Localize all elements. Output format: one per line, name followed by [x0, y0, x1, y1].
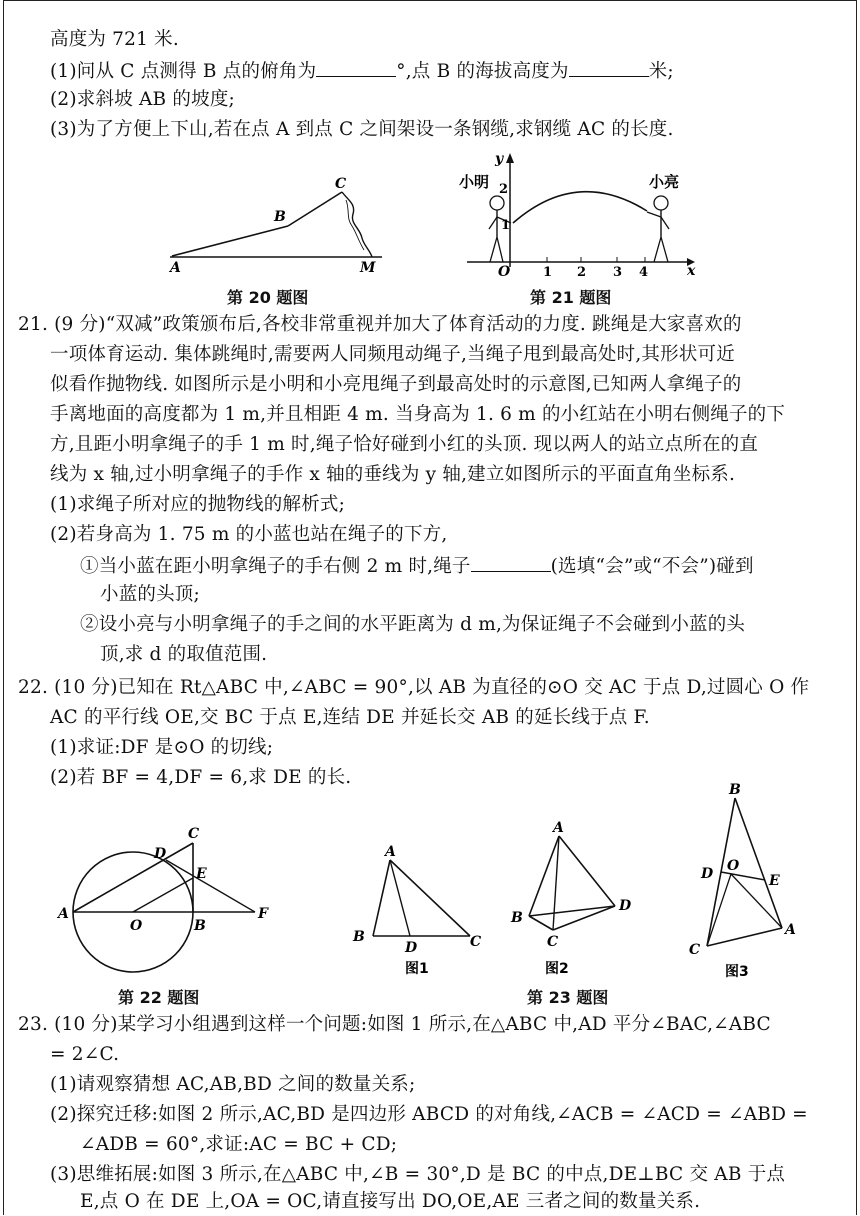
fig23-3-label-D: D	[701, 866, 714, 882]
q21-part2b: ②设小亮与小明拿绳子的手之间的水平距离为 d m,为保证绳子不会碰到小蓝的头	[80, 614, 746, 635]
page-border-right	[856, 0, 857, 1215]
fig23-2-label-D: D	[619, 898, 632, 914]
q21-answer-blank[interactable]	[471, 551, 551, 572]
page-border-left	[3, 0, 4, 1215]
fig21-xtick-3: 3	[613, 265, 623, 280]
q20-line0: 高度为 721 米.	[50, 29, 179, 50]
fig23-1-name: 图1	[405, 961, 429, 977]
fig23-2-name: 图2	[545, 961, 569, 977]
q20-part1-c: 米;	[648, 61, 674, 82]
fig21-axis-y: y	[495, 151, 504, 167]
q23-part2-cont: ∠ADB = 60°,求证:AC = BC + CD;	[80, 1134, 398, 1155]
figure-23-1	[345, 840, 495, 980]
fig21-origin: O	[498, 264, 511, 280]
fig20-label-A: A	[170, 260, 181, 276]
fig21-ytick-2: 2	[499, 182, 509, 197]
q20-part1	[50, 56, 674, 86]
fig23-1-label-A: A	[385, 844, 396, 860]
fig22-label-C: C	[188, 826, 200, 842]
fig20-caption: 第 20 题图	[227, 288, 309, 307]
q21-line1: 21. (9 分)“双减”政策颁布后,各校非常重视并加大了体育活动的力度. 跳绳是大家喜欢的	[18, 314, 742, 335]
fig22-label-F: F	[258, 906, 268, 922]
q23-part2: (2)探究迁移:如图 2 所示,AC,BD 是四边形 ABCD 的对角线,∠ACB = ∠ACD = ∠ABD =	[50, 1104, 808, 1125]
figure-21	[455, 145, 705, 280]
fig20-label-M: M	[360, 260, 376, 276]
fig21-axis-x: x	[687, 263, 696, 279]
fig23-2-label-C: C	[547, 934, 559, 950]
q21-part2b-cont: 顶,求 d 的取值范围.	[100, 644, 268, 665]
fig21-xtick-4: 4	[639, 265, 649, 280]
fig23-2-label-B: B	[511, 910, 523, 926]
figure-22	[50, 818, 290, 988]
q23-part3-cont: E,点 O 在 DE 上,OA = OC,请直接写出 DO,OE,AE 三者之间的数量关系.	[80, 1191, 701, 1212]
figure-20	[160, 170, 390, 280]
fig20-label-B: B	[274, 209, 286, 225]
q23-line1: 23. (10 分)某学习小组遇到这样一个问题:如图 1 所示,在△ABC 中,AD 平分∠BAC,∠ABC	[18, 1014, 771, 1035]
q23-part3: (3)思维拓展:如图 3 所示,在△ABC 中,∠B = 30°,D 是 BC 的中点,DE⊥BC 交 AB 于点	[50, 1164, 786, 1185]
q21-part2: (2)若身高为 1. 75 m 的小蓝也站在绳子的下方,	[50, 524, 448, 545]
q20-answer-blank-angle[interactable]	[316, 56, 396, 77]
fig21-ytick-1: 1	[501, 218, 511, 233]
q20-part1-b: °,点 B 的海拔高度为	[396, 61, 569, 82]
fig22-label-O: O	[130, 918, 143, 934]
q21-line2: 一项体育运动. 集体跳绳时,需要两人同频甩动绳子,当绳子甩到最高处时,其形状可近	[50, 344, 735, 365]
q22-part1: (1)求证:DF 是⊙O 的切线;	[50, 737, 274, 758]
q21-part1: (1)求绳子所对应的抛物线的解析式;	[50, 494, 346, 515]
q20-part2: (2)求斜坡 AB 的坡度;	[50, 89, 235, 110]
fig23-2-label-A: A	[553, 820, 564, 836]
q22-part2: (2)若 BF = 4,DF = 6,求 DE 的长.	[50, 767, 352, 788]
fig21-label-xiaoliang: 小亮	[649, 173, 680, 191]
figure-23-2	[505, 818, 655, 983]
q21-part2a	[80, 551, 754, 581]
q21-line4: 手离地面的高度都为 1 m,并且相距 4 m. 当身高为 1. 6 m 的小红站在小明右侧绳子的下	[50, 404, 786, 425]
fig21-caption: 第 21 题图	[530, 288, 612, 307]
q22-line1: 22. (10 分)已知在 Rt△ABC 中,∠ABC = 90°,以 AB 为直径的⊙O 交 AC 于点 D,过圆心 O 作	[18, 677, 810, 698]
fig23-3-name: 图3	[725, 964, 749, 980]
q21-part2a-text2: (选填“会”或“不会”)碰到	[550, 556, 754, 577]
fig22-label-B: B	[194, 918, 206, 934]
fig21-label-xiaoming: 小明	[459, 173, 490, 191]
q21-part2a-text1: ①当小蓝在距小明拿绳子的手右侧 2 m 时,绳子	[80, 556, 471, 577]
fig22-label-E: E	[196, 866, 207, 882]
q20-part3: (3)为了方便上下山,若在点 A 到点 C 之间架设一条钢缆,求钢缆 AC 的长度.	[50, 119, 674, 140]
fig23-3-label-B: B	[729, 782, 741, 798]
fig22-label-A: A	[58, 906, 69, 922]
figure-23-3	[685, 778, 805, 983]
q21-line3: 似看作抛物线. 如图所示是小明和小亮甩绳子到最高处时的示意图,已知两人拿绳子的	[50, 374, 742, 395]
fig22-caption: 第 22 题图	[118, 988, 200, 1007]
fig23-3-label-C: C	[689, 942, 701, 958]
q21-part2a-cont: 小蓝的头顶;	[100, 584, 200, 605]
fig23-3-label-A: A	[785, 922, 796, 938]
fig23-3-label-O: O	[727, 858, 740, 874]
fig23-caption: 第 23 题图	[527, 988, 609, 1007]
q22-line2: AC 的平行线 OE,交 BC 于点 E,连结 DE 并延长交 AB 的延长线于点 F.	[50, 707, 650, 728]
fig23-1-label-C: C	[470, 934, 482, 950]
q23-line2: = 2∠C.	[50, 1044, 120, 1065]
fig23-3-label-E: E	[769, 873, 780, 889]
q20-answer-blank-height[interactable]	[569, 56, 649, 77]
fig20-label-C: C	[335, 176, 347, 192]
fig21-xtick-1: 1	[543, 265, 553, 280]
fig23-1-label-D: D	[405, 940, 418, 956]
fig22-label-D: D	[154, 846, 167, 862]
page-border-top	[4, 0, 856, 1]
q23-part1: (1)请观察猜想 AC,AB,BD 之间的数量关系;	[50, 1074, 416, 1095]
q21-line6: 线为 x 轴,过小明拿绳子的手作 x 轴的垂线为 y 轴,建立如图所示的平面直角坐标系.	[50, 464, 736, 485]
q20-part1-a: (1)问从 C 点测得 B 点的俯角为	[50, 61, 317, 82]
fig21-xtick-2: 2	[577, 265, 587, 280]
q21-line5: 方,且距小明拿绳子的手 1 m 时,绳子恰好碰到小红的头顶. 现以两人的站立点所在的直	[50, 434, 759, 455]
fig23-1-label-B: B	[353, 929, 365, 945]
